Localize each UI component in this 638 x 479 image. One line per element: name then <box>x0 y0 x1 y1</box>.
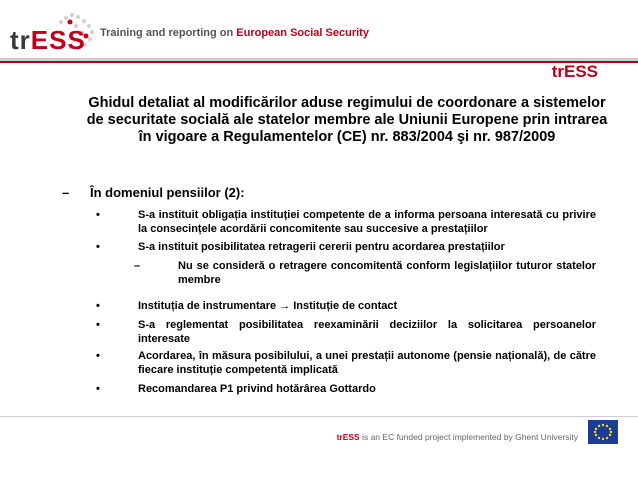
list-item <box>96 382 596 396</box>
section-marker: – <box>62 185 70 200</box>
eu-flag-icon <box>588 420 618 444</box>
bullet-marker: • <box>96 241 100 253</box>
bullet-marker: • <box>96 350 100 362</box>
header-divider-red <box>0 61 638 63</box>
list-item-sub <box>96 259 596 287</box>
footer-text <box>337 432 578 442</box>
sub-bullet-marker: – <box>134 260 141 272</box>
bullet-text: Instituția de instrumentare → Instituție de contact <box>138 300 398 312</box>
tress-logo <box>4 8 96 55</box>
eu-stars-icon <box>588 420 618 444</box>
brand-label: trESS <box>551 62 598 81</box>
bullet-text: S-a reglementat posibilitatea reexaminării deciziilor la solicitarea persoanelor interesate <box>138 319 596 345</box>
bullet-marker: • <box>96 209 100 221</box>
bullet-text: Recomandarea P1 privind hotărârea Gottardo <box>138 383 376 395</box>
section-label: În domeniul pensiilor (2): <box>90 185 245 200</box>
logo-part2: ESS <box>30 25 86 55</box>
list-item <box>96 240 596 254</box>
logo-part1: tr <box>10 25 31 55</box>
tagline-part2: European Social Security <box>236 27 369 39</box>
footer-divider <box>0 416 638 417</box>
page-title: Ghidul detaliat al modificărilor aduse regimului de coordonare a sistemelor de securitate socială ale statelor membre ale Uniunii Europene prin intrarea în vigoare a Regulamentelor (CE) nr. 883/2004 şi nr. 987/2009 <box>86 95 608 145</box>
tagline-part1: Training and reporting on <box>100 27 237 39</box>
bullet-text: S-a instituit obligația instituției competente de a informa persoana interesată cu privire la consecințele acordării concomitente sau succesive a prestațiilor <box>138 209 596 235</box>
bullet-marker: • <box>96 300 100 312</box>
list-item <box>96 318 596 346</box>
tagline <box>100 27 369 39</box>
footer-caption: is an EC funded project implemented by Ghent University <box>359 432 578 442</box>
list-item <box>96 299 596 313</box>
footer-brand: trESS <box>336 432 360 442</box>
bullet-text: Nu se consideră o retragere concomitentă conform legislațiilor tuturor statelor membre <box>178 260 596 286</box>
bullet-text: S-a instituit posibilitatea retragerii cererii pentru acordarea prestațiilor <box>138 241 505 253</box>
bullet-marker: • <box>96 383 100 395</box>
list-item <box>96 208 596 236</box>
bullet-marker: • <box>96 319 100 331</box>
bullet-text: Acordarea, în măsura posibilului, a unei prestații autonome (pensie națională), de către fiecare instituție competentă implicată <box>138 350 596 376</box>
list-item <box>96 349 596 377</box>
logo-text <box>10 25 86 56</box>
